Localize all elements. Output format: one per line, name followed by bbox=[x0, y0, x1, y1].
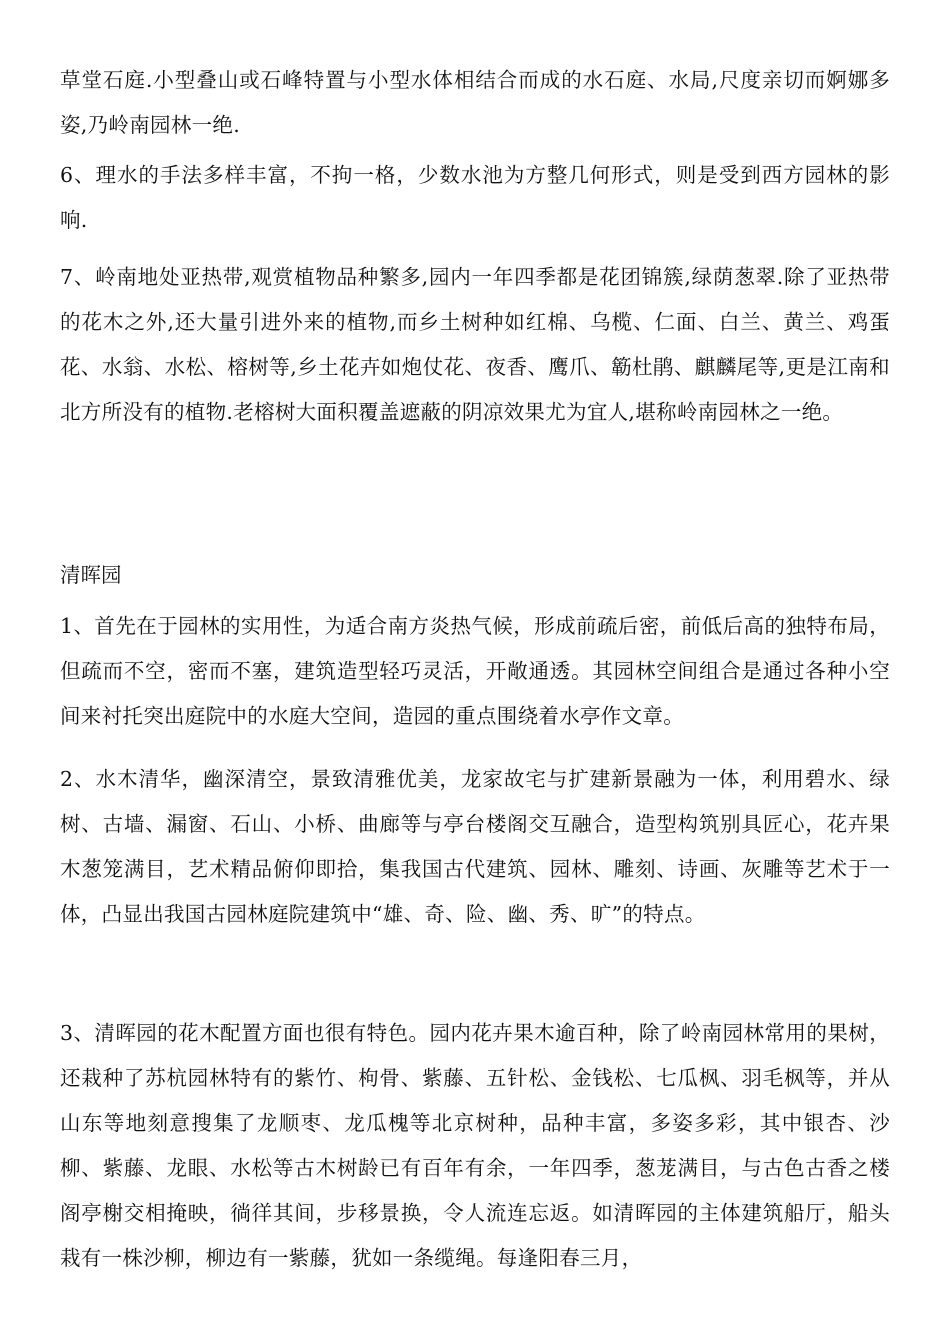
paragraph-item-7: 7、岭南地处亚热带,观赏植物品种繁多,园内一年四季都是花团锦簇,绿荫葱翠.除了亚热带的花木之外,还大量引进外来的植物,而乡土树种如红棉、乌榄、仁面、白兰、黄兰、鸡蛋花、水翁、水松、榕树等,乡土花卉如炮仗花、夜香、鹰爪、簕杜鹃、麒麟尾等,更是江南和北方所没有的植物.老榕树大面积覆盖遮蔽的阴凉效果尤为宜人,堪称岭南园林之一绝。 bbox=[60, 265, 890, 424]
paragraph-qinghui-3: 3、清晖园的花木配置方面也很有特色。园内花卉果木逾百种，除了岭南园林常用的果树，还栽种了苏杭园林特有的紫竹、枸骨、紫藤、五针松、金钱松、七瓜枫、羽毛枫等，并从山东等地刻意搜集了龙顺枣、龙瓜槐等北京树种，品种丰富，多姿多彩，其中银杏、沙柳、紫藤、龙眼、水松等古木树龄已有百年有余，一年四季，葱茏满目，与古色古香之楼阁亭榭交相掩映，徜徉其间，步移景换，令人流连忘返。如清晖园的主体建筑船厅，船头栽有一株沙柳，柳边有一紫藤，犹如一条缆绳。每逢阳春三月， bbox=[60, 1021, 890, 1270]
paragraph-qinghui-2: 2、水木清华，幽深清空，景致清雅优美，龙家故宅与扩建新景融为一体，利用碧水、绿树、古墙、漏窗、石山、小桥、曲廊等与亭台楼阁交互融合，造型构筑别具匠心，花卉果木葱笼满目，艺术精品俯仰即拾，集我国古代建筑、园林、雕刻、诗画、灰雕等艺术于一体，凸显出我国古园林庭院建筑中“雄、奇、险、幽、秀、旷”的特点。 bbox=[60, 767, 890, 926]
paragraph-item-6: 6、理水的手法多样丰富，不拘一格，少数水池为方整几何形式，则是受到西方园林的影响. bbox=[60, 163, 890, 232]
paragraph-shuishi-ting: 草堂石庭.小型叠山或石峰特置与小型水体相结合而成的水石庭、水局,尺度亲切而婀娜多姿,乃岭南园林一绝. bbox=[60, 68, 890, 137]
paragraph-qinghui-1: 1、首先在于园林的实用性，为适合南方炎热气候，形成前疏后密，前低后高的独特布局，但疏而不空，密而不塞，建筑造型轻巧灵活，开敞通透。其园林空间组合是通过各种小空间来衬托突出庭院中的水庭大空间，造园的重点围绕着水亭作文章。 bbox=[60, 614, 890, 728]
section-title: 清晖园 bbox=[60, 563, 122, 587]
